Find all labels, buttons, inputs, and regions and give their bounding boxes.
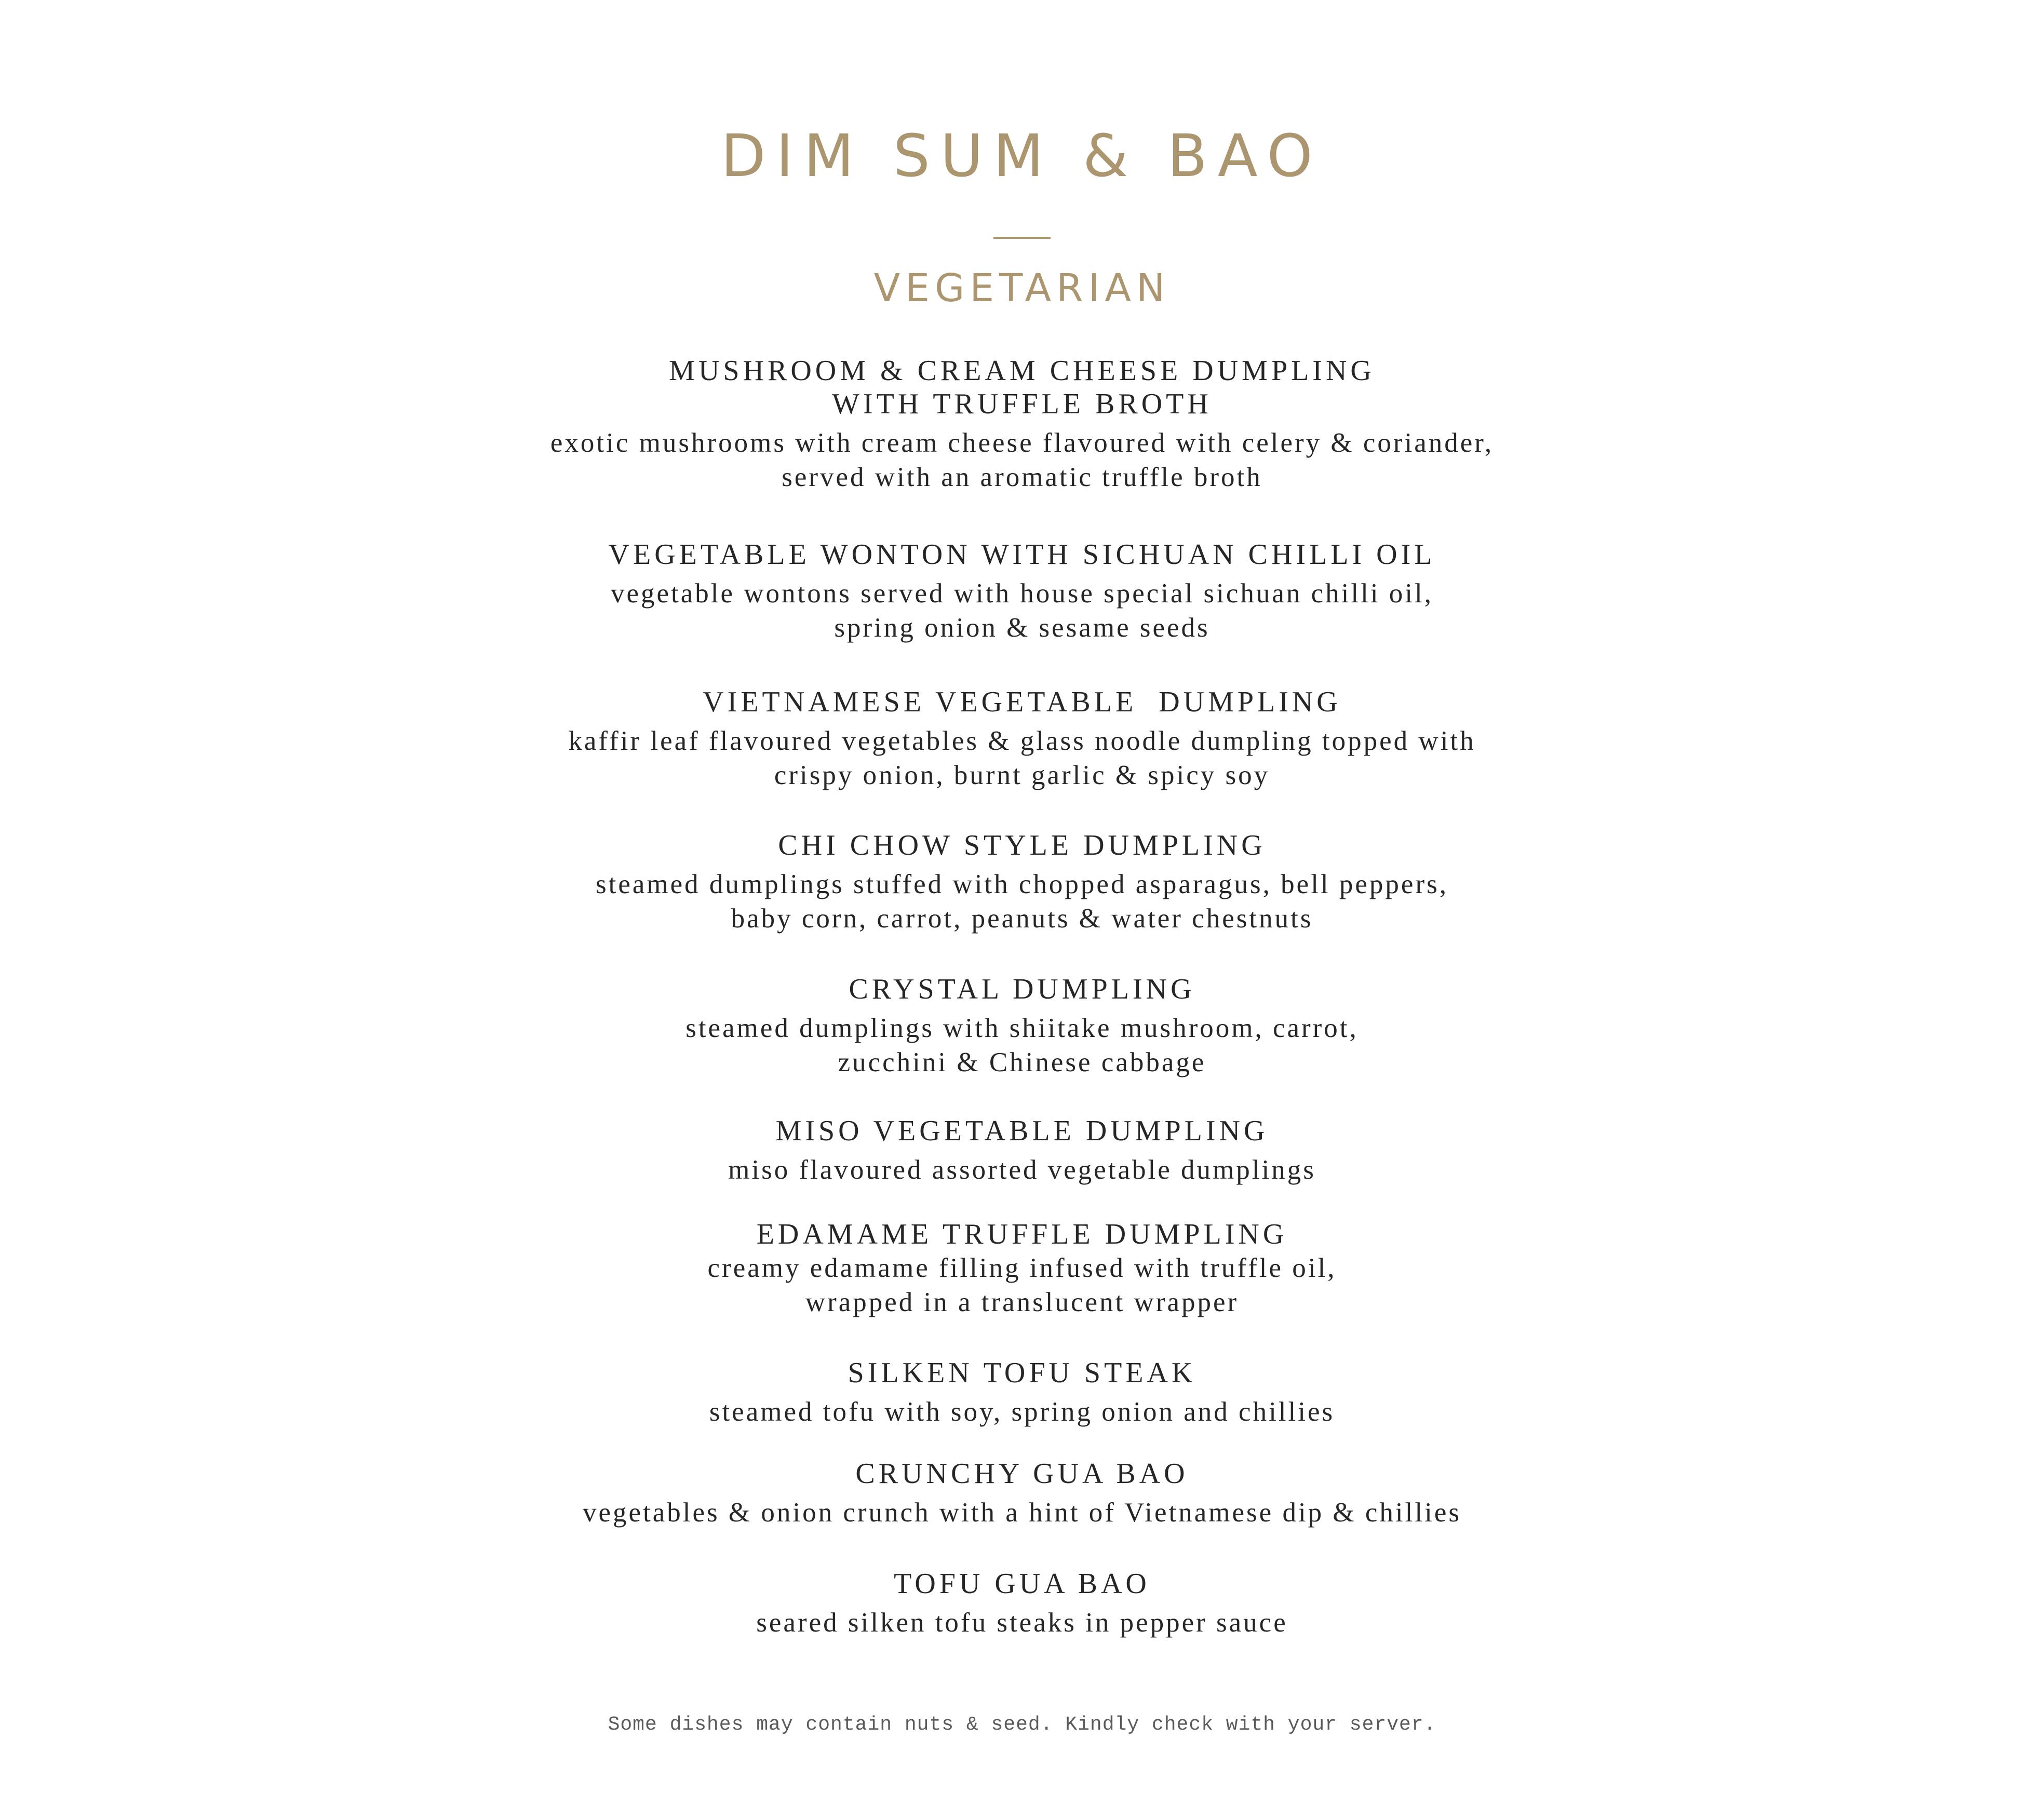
- dish-name-line: EDAMAME TRUFFLE DUMPLING: [756, 1218, 1288, 1250]
- dish-description: [0, 1251, 2044, 1319]
- dish-desc-line: creamy edamame filling infused with truffle oil,: [707, 1253, 1337, 1283]
- dish-desc-line: baby corn, carrot, peanuts & water chestnuts: [731, 904, 1313, 934]
- dish-name: [0, 1218, 2044, 1251]
- dish-description: [0, 1495, 2044, 1530]
- dish-name-line: VIETNAMESE VEGETABLE DUMPLING: [703, 686, 1341, 718]
- dish-description: [0, 1011, 2044, 1080]
- dish-name-line: CRYSTAL DUMPLING: [849, 973, 1195, 1005]
- dish-desc-line: seared silken tofu steaks in pepper sauce: [756, 1608, 1288, 1638]
- dish-desc-line: steamed tofu with soy, spring onion and chillies: [709, 1397, 1335, 1427]
- dish-description: [0, 1395, 2044, 1429]
- menu-item: [0, 1457, 2044, 1530]
- allergen-note: Some dishes may contain nuts & seed. Kindly check with your server.: [608, 1714, 1436, 1736]
- dish-description: [0, 426, 2044, 494]
- dish-name-line: CHI CHOW STYLE DUMPLING: [778, 829, 1266, 861]
- dish-name: [0, 973, 2044, 1006]
- dish-description: [0, 867, 2044, 936]
- dish-name-line: SILKEN TOFU STEAK: [848, 1357, 1196, 1389]
- menu-title: DIM SUM & BAO: [721, 123, 1323, 190]
- dish-description: [0, 576, 2044, 645]
- dish-description: [0, 724, 2044, 792]
- dish-desc-line: steamed dumplings with shiitake mushroom, carrot,: [685, 1013, 1359, 1043]
- dish-desc-line: spring onion & sesame seeds: [834, 613, 1210, 643]
- dish-desc-line: zucchini & Chinese cabbage: [838, 1047, 1206, 1077]
- menu-item: [0, 1218, 2044, 1319]
- dish-name-line: MUSHROOM & CREAM CHEESE DUMPLING: [669, 355, 1375, 387]
- menu-item: [0, 1567, 2044, 1640]
- dish-name: [0, 1457, 2044, 1490]
- menu-item: [0, 1114, 2044, 1187]
- dish-name-line: CRUNCHY GUA BAO: [855, 1458, 1189, 1490]
- dish-desc-line: served with an aromatic truffle broth: [782, 462, 1262, 492]
- menu-item: [0, 1356, 2044, 1429]
- dish-name: [0, 538, 2044, 571]
- dish-desc-line: steamed dumplings stuffed with chopped asparagus, bell peppers,: [596, 869, 1448, 899]
- title-divider: [993, 237, 1051, 239]
- menu-item: [0, 829, 2044, 936]
- menu-item: [0, 685, 2044, 792]
- menu-item: [0, 354, 2044, 494]
- section-title: VEGETARIAN: [873, 266, 1171, 311]
- dish-name: [0, 685, 2044, 719]
- dish-description: [0, 1153, 2044, 1187]
- dish-name-line: MISO VEGETABLE DUMPLING: [775, 1115, 1269, 1147]
- dish-desc-line: kaffir leaf flavoured vegetables & glass noodle dumpling topped with: [568, 726, 1476, 756]
- dish-name: [0, 829, 2044, 862]
- dish-desc-line: miso flavoured assorted vegetable dumplings: [728, 1155, 1316, 1185]
- dish-name-line: TOFU GUA BAO: [894, 1568, 1150, 1600]
- dish-name: [0, 354, 2044, 421]
- dish-name-line: WITH TRUFFLE BROTH: [832, 388, 1212, 420]
- dish-name: [0, 1114, 2044, 1148]
- dish-name-line: VEGETABLE WONTON WITH SICHUAN CHILLI OIL: [608, 538, 1436, 571]
- dish-desc-line: vegetable wontons served with house special sichuan chilli oil,: [610, 578, 1434, 609]
- dish-desc-line: wrapped in a translucent wrapper: [805, 1287, 1239, 1317]
- dish-desc-line: exotic mushrooms with cream cheese flavoured with celery & coriander,: [550, 428, 1494, 458]
- dish-description: [0, 1606, 2044, 1640]
- dish-desc-line: vegetables & onion crunch with a hint of Vietnamese dip & chillies: [583, 1498, 1461, 1528]
- dish-desc-line: crispy onion, burnt garlic & spicy soy: [774, 760, 1270, 790]
- dish-name: [0, 1567, 2044, 1600]
- menu-item: [0, 538, 2044, 645]
- dish-name: [0, 1356, 2044, 1390]
- menu-item: [0, 973, 2044, 1080]
